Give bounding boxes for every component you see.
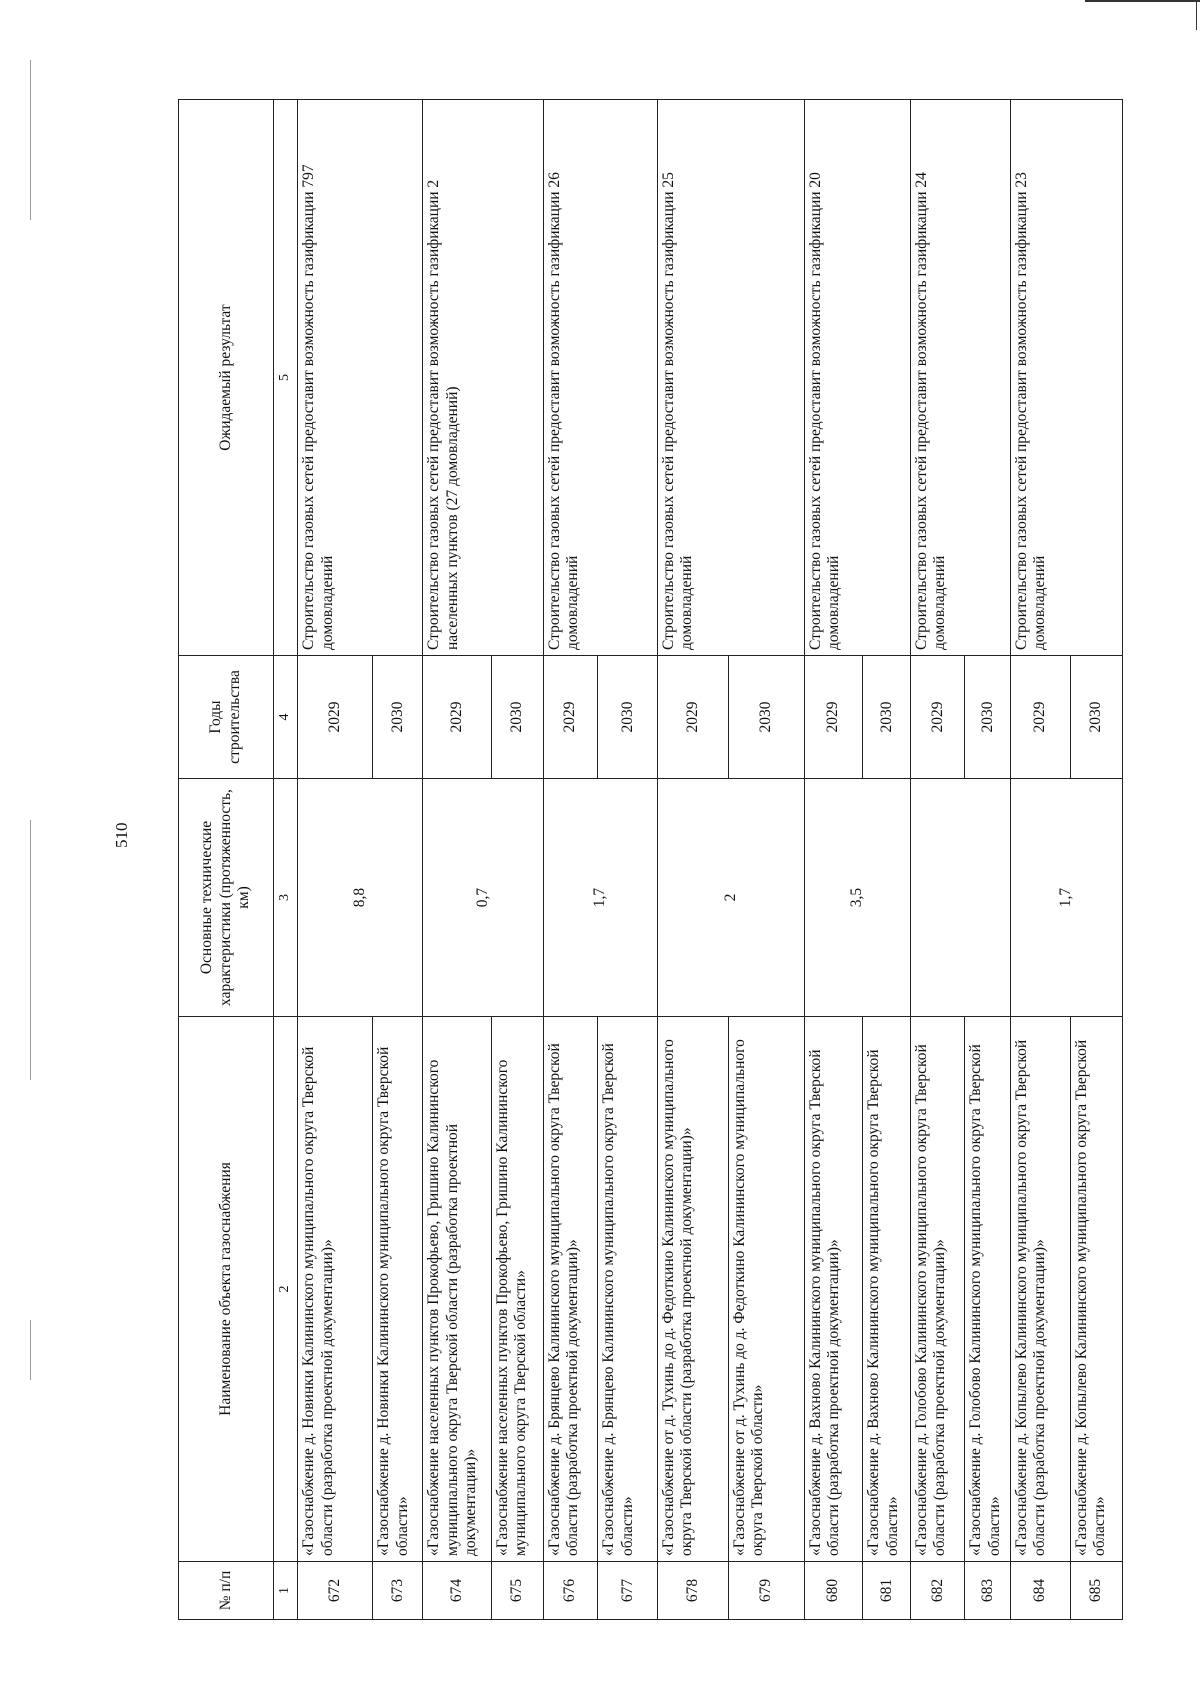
col-number: 1 (273, 1562, 298, 1620)
row-result: Строительство газовых сетей предоставит возможность газификации 25 домовладений (658, 100, 805, 656)
row-year: 2030 (1070, 656, 1122, 779)
row-result: Строительство газовых сетей предоставит возможность газификации 23 домовладений (1011, 100, 1123, 656)
row-name: «Газоснабжение д. Вахново Калининского муниципального округа Тверской области» (863, 1017, 911, 1562)
row-num: 673 (373, 1562, 423, 1620)
row-length: 8,8 (298, 779, 423, 1017)
row-year: 2030 (965, 656, 1011, 779)
row-year: 2030 (863, 656, 911, 779)
row-year: 2029 (1011, 656, 1071, 779)
rotated-page (178, 100, 1123, 1620)
row-year: 2030 (728, 656, 804, 779)
scan-edge-top (1085, 0, 1200, 2)
row-year: 2029 (543, 656, 597, 779)
row-num: 678 (658, 1562, 729, 1620)
gas-supply-table (178, 99, 1123, 1620)
col-number: 4 (273, 656, 298, 779)
row-length: 1,7 (1011, 779, 1123, 1017)
row-length (911, 779, 1011, 1017)
row-name: «Газоснабжение д. Новинки Калининского муниципального округа Тверской области» (373, 1017, 423, 1562)
row-num: 677 (598, 1562, 658, 1620)
scan-edge-left-2 (30, 820, 31, 1080)
scan-edge-right (1196, 0, 1197, 30)
header-name: Наименование объекта газоснабжения (179, 1017, 274, 1562)
row-name: «Газоснабжение от д. Тухинь до д. Федоткино Калининского муниципального округа Тверской области (разработка проектной документации)» (658, 1017, 729, 1562)
row-length: 3,5 (804, 779, 910, 1017)
row-year: 2029 (423, 656, 491, 779)
row-name: «Газоснабжение д. Новинки Калининского муниципального округа Тверской области (разработка проектной документации)» (298, 1017, 373, 1562)
row-num: 672 (298, 1562, 373, 1620)
table-row (1011, 100, 1071, 1620)
table-row (658, 100, 729, 1620)
table-row (804, 100, 863, 1620)
row-result: Строительство газовых сетей предоставит возможность газификации 24 домовладений (911, 100, 1011, 656)
row-num: 679 (728, 1562, 804, 1620)
scan-edge-left-1 (30, 60, 31, 220)
table-row (911, 100, 965, 1620)
header-chars: Основные технические характеристики (протяженность, км) (179, 779, 274, 1017)
col-number: 3 (273, 779, 298, 1017)
row-year: 2029 (298, 656, 373, 779)
table-row (423, 100, 491, 1620)
col-number: 2 (273, 1017, 298, 1562)
row-year: 2029 (658, 656, 729, 779)
row-year: 2030 (598, 656, 658, 779)
row-name: «Газоснабжение д. Копылево Калининского муниципального округа Тверской области» (1070, 1017, 1122, 1562)
row-year: 2030 (491, 656, 543, 779)
header-row (179, 100, 274, 1620)
column-number-row (273, 100, 298, 1620)
table-row (298, 100, 373, 1620)
row-num: 683 (965, 1562, 1011, 1620)
row-result: Строительство газовых сетей предоставит возможность газификации 20 домовладений (804, 100, 910, 656)
row-num: 676 (543, 1562, 597, 1620)
row-name: «Газоснабжение населенных пунктов Прокофьево, Гришино Калининского муниципального округа Тверской области» (491, 1017, 543, 1562)
row-num: 682 (911, 1562, 965, 1620)
row-name: «Газоснабжение д. Голобово Калининского муниципального округа Тверской области» (965, 1017, 1011, 1562)
row-num: 684 (1011, 1562, 1071, 1620)
row-num: 681 (863, 1562, 911, 1620)
row-name: «Газоснабжение д. Голобово Калининского муниципального округа Тверской области (разработка проектной документации)» (911, 1017, 965, 1562)
table-row (543, 100, 597, 1620)
row-result: Строительство газовых сетей предоставит возможность газификации 797 домовладений (298, 100, 423, 656)
row-num: 680 (804, 1562, 863, 1620)
row-result: Строительство газовых сетей предоставит возможность газификации 2 населенных пунктов (27 домовладений) (423, 100, 544, 656)
row-name: «Газоснабжение д. Копылево Калининского муниципального округа Тверской области (разработка проектной документации)» (1011, 1017, 1071, 1562)
header-num: № п/п (179, 1562, 274, 1620)
row-length: 0,7 (423, 779, 544, 1017)
header-years: Годы строительства (179, 656, 274, 779)
row-num: 675 (491, 1562, 543, 1620)
row-result: Строительство газовых сетей предоставит возможность газификации 26 домовладений (543, 100, 657, 656)
row-length: 1,7 (543, 779, 657, 1017)
header-result: Ожидаемый результат (179, 100, 274, 656)
row-name: «Газоснабжение д. Брянцево Калининского муниципального округа Тверской области (разработка проектной документации)» (543, 1017, 597, 1562)
row-year: 2029 (804, 656, 863, 779)
row-num: 685 (1070, 1562, 1122, 1620)
row-year: 2029 (911, 656, 965, 779)
col-number: 5 (273, 100, 298, 656)
row-name: «Газоснабжение д. Брянцево Калининского муниципального округа Тверской области» (598, 1017, 658, 1562)
row-year: 2030 (373, 656, 423, 779)
scan-edge-left-3 (30, 1320, 31, 1380)
row-name: «Газоснабжение от д. Тухинь до д. Федоткино Калининского муниципального округа Тверской области» (728, 1017, 804, 1562)
row-length: 2 (658, 779, 805, 1017)
row-num: 674 (423, 1562, 491, 1620)
row-name: «Газоснабжение населенных пунктов Прокофьево, Гришино Калининского муниципального округа Тверской области (разработка проектной документации)» (423, 1017, 491, 1562)
row-name: «Газоснабжение д. Вахново Калининского муниципального округа Тверской области (разработка проектной документации)» (804, 1017, 863, 1562)
page-number: 510 (112, 822, 131, 848)
